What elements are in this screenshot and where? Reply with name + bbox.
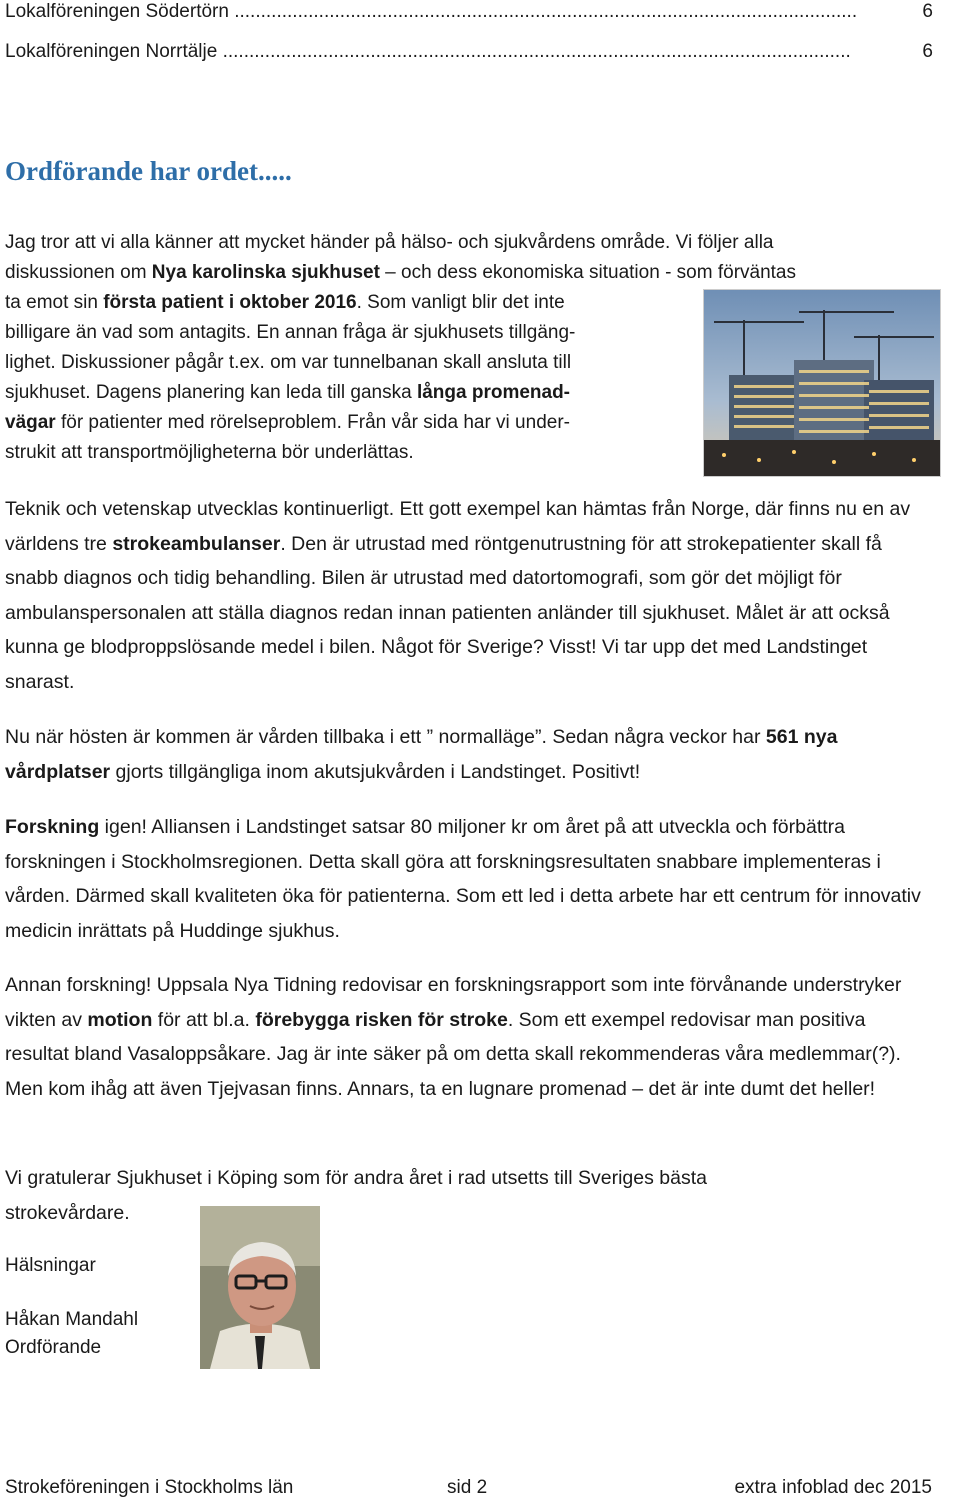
text: En annan fråga är sjukhusets tillgäng- <box>256 322 576 343</box>
bold-text: strokeambulanser <box>112 532 281 555</box>
text: lighet. Diskussioner pågår t.ex. om var tunnelbanan skall ansluta till <box>5 352 572 373</box>
text: Teknik och vetenskap utvecklas kontinuerligt. Ett gott exempel kan hämtas från Norge, där finns nu en av världens tre <box>5 498 911 555</box>
text: . Som vanligt blir det inte <box>356 292 565 313</box>
portrait-image <box>200 1206 320 1369</box>
text: diskussionen om <box>5 262 152 283</box>
text: ta emot sin <box>5 292 104 313</box>
bold-text: 561 nya vårdplatser <box>5 726 838 783</box>
text: billigare än vad som antagits. <box>5 322 252 343</box>
text: gjorts tillgängliga inom akutsjukvården i Landstinget. Positivt! <box>110 760 641 783</box>
toc-dots: ....................................................................................................................... <box>222 41 851 62</box>
hospital-construction-photo <box>704 290 940 476</box>
toc-dots: ...................................................................................................................... <box>234 1 858 22</box>
text: strukit att transportmöjligheterna bör underlättas. <box>5 442 414 463</box>
greeting: Hälsningar <box>5 1255 96 1276</box>
wrap-line <box>5 378 685 408</box>
text: – och dess ekonomiska situation - som förväntas <box>379 262 796 283</box>
paragraph-annan-forskning <box>5 968 930 1106</box>
paragraph-forskning <box>5 810 930 948</box>
paragraph-host <box>5 720 930 789</box>
text: Jag tror att vi alla känner att mycket händer på hälso- och sjukvårdens område. Vi följer alla <box>5 232 774 253</box>
text: . Den är utrustad med röntgenutrustning för att strokepatienter skall få snabb diagnos och tidig behandling. Bilen är utrustad med datortomografi, som gör det möjligt för ambulanspersonalen att ställa diagnos redan innan patienten anländer till sjukhuset. Målet är att också kunna ge blodproppslösande medel i bilen. Något för Sverige? Visst! Vi tar upp det med Landstinget snarast. <box>5 532 890 693</box>
text: sjukhuset. Dagens planering kan leda till ganska <box>5 382 417 403</box>
text: för att bl.a. <box>152 1008 256 1031</box>
footer-edition: extra infoblad dec 2015 <box>734 1477 932 1498</box>
toc-item[interactable] <box>5 1 933 23</box>
toc-item[interactable] <box>5 41 933 63</box>
wrap-paragraph <box>5 348 685 468</box>
text: igen! Alliansen i Landstinget satsar 80 miljoner kr om året på att utveckla och förbättra forskningen i Stockholmsregionen. Detta skall göra att forskningsresultaten snabbare implementeras i vården. Därmed skall kvaliteten öka för patienterna. Som ett led i detta arbete har ett centrum för innovativ medicin inrättats på Huddinge sjukhus. <box>5 816 921 942</box>
bold-text: Forskning <box>5 816 100 838</box>
bold-text: motion <box>87 1008 153 1031</box>
signature-title: Ordförande <box>5 1337 102 1358</box>
paragraph-gratulera: Vi gratulerar Sjukhuset i Köping som för andra året i rad utsetts till Sveriges bästa strokevårdare. <box>5 1167 707 1224</box>
portrait-photo <box>200 1206 320 1369</box>
footer-organization: Strokeföreningen i Stockholms län <box>5 1477 294 1498</box>
toc-page: 6 <box>922 1 933 22</box>
bold-text: långa promenad- <box>416 382 571 403</box>
toc-page: 6 <box>922 41 933 62</box>
text: Annan forskning! Uppsala Nya Tidning redovisar en forskningsrapport som inte förvånande understryker vikten av <box>5 974 902 1031</box>
wrap-line <box>5 438 685 468</box>
signature-name: Håkan Mandahl <box>5 1309 139 1330</box>
footer-page-number: sid 2 <box>447 1477 488 1498</box>
paragraph-teknik <box>5 492 930 699</box>
bold-text: första patient i oktober 2016 <box>103 292 357 313</box>
text: för patienter med rörelseproblem. Från vår sida har vi under- <box>55 412 570 433</box>
toc-label: Lokalföreningen Norrtälje <box>5 41 218 62</box>
toc-label: Lokalföreningen Södertörn <box>5 1 229 22</box>
intro-line <box>5 228 930 258</box>
bold-text: Nya karolinska sjukhuset <box>151 262 380 283</box>
section-heading: Ordförande har ordet..... <box>5 156 292 186</box>
hospital-image <box>704 290 940 476</box>
text: . Som ett exempel redovisar man positiva resultat bland Vasaloppsåkare. Jag är inte säker på om detta skall rekommenderas våra medlemmar(?). Men kom ihåg att även Tjejvasan finns. Annars, ta en lugnare promenad – det är inte dumt det heller! <box>5 1008 901 1100</box>
intro-line <box>5 258 930 288</box>
wrap-line <box>5 408 685 438</box>
wrap-line <box>5 348 685 378</box>
text: Nu när hösten är kommen är vården tillbaka i ett ” normalläge”. Sedan några veckor har <box>5 726 766 748</box>
bold-text: förebygga risken för stroke <box>255 1008 508 1031</box>
bold-text: vägar <box>5 412 56 433</box>
